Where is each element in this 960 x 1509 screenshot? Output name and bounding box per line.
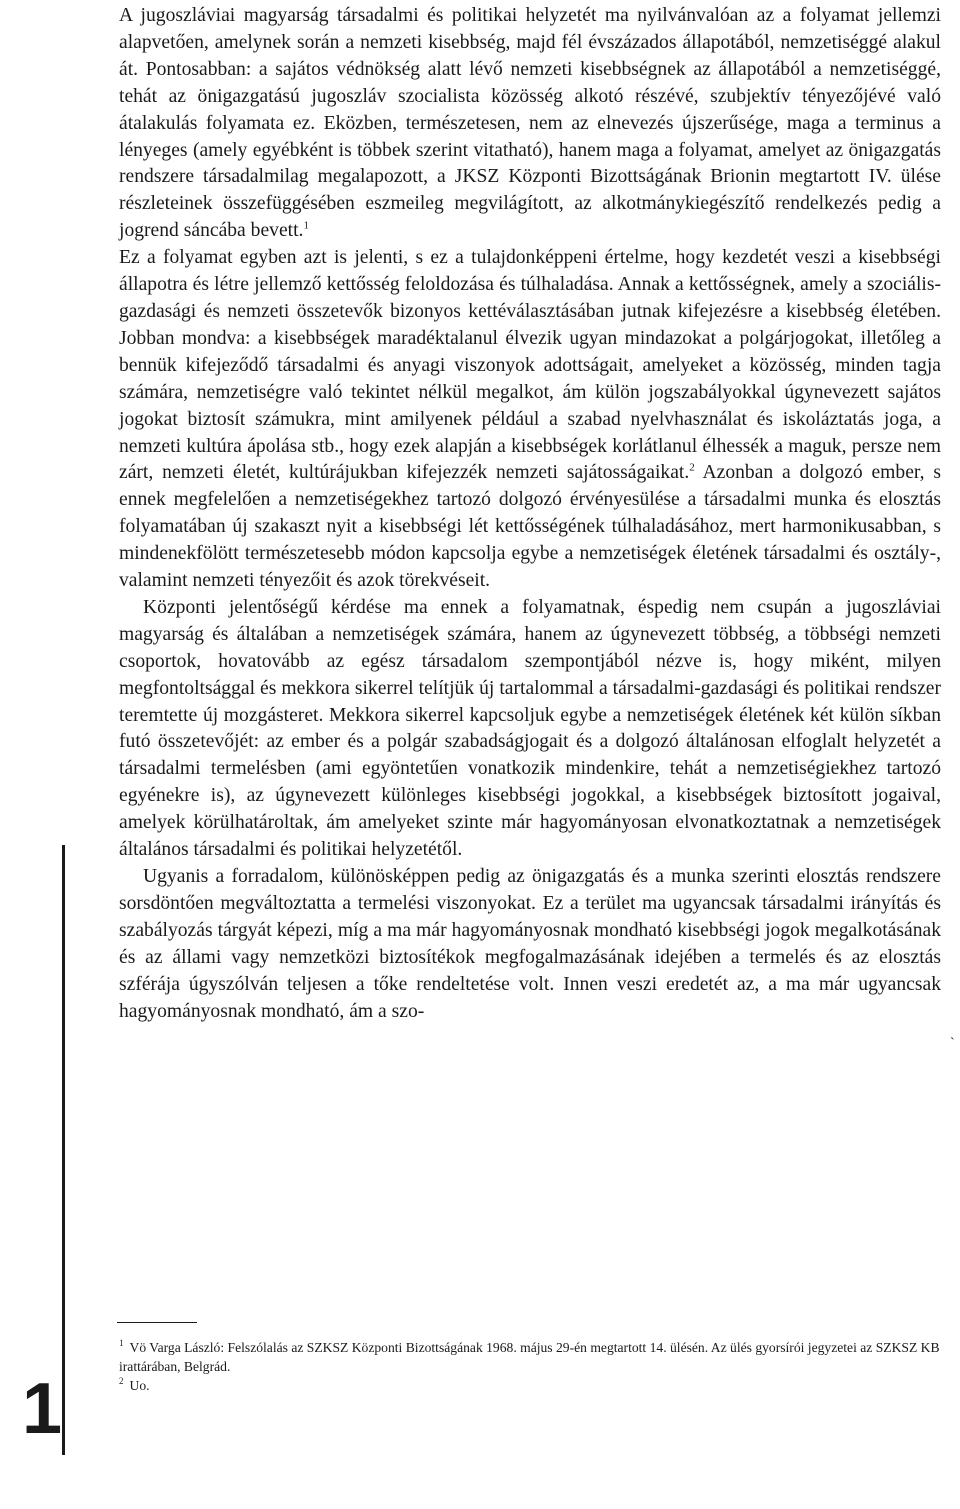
margin-bar [62, 845, 65, 1455]
footnote-2: $^2$ Uo. [119, 1376, 150, 1393]
paragraph-4: Ugyanis a forradalom, különösképpen pedig az önigazgatás és a munka szerinti elosztás rendszere sorsdöntően megváltoztatta a termelési viszonyokat. Ez a terület ma ugyancsak társadalmi irányítás és szabályozás tárgyát képezi, míg a ma már hagyományosnak mondható kisebbségi jogok megalkotásának és az állami vagy nemzetközi biztosítékok megfogalmazásának idejében a termelés és az elosztás szférája úgyszólván teljesen a tőke rendeltetése volt. Innen veszi eredetét az, a ma már ugyancsak hagyományosnak mondható, ám a szo- [119, 866, 941, 1022]
paragraph-3: Központi jelentőségű kérdése ma ennek a folyamatnak, éspedig nem csupán a jugoszláviai magyarság és általában a nemzetiségek számára, hanem az úgynevezett többség, a többségi nemzeti csoportok, hovatovább az egész társadalom szempontjából nézve is, hogy miként, milyen megfontoltsággal és mekkora sikerrel telítjük új tartalommal a társadalmi-gazdasági és politikai rendszer teremtette új mozgásteret. Mekkora sikerrel kapcsoljuk egybe a nemzetiségek életének két külön síkban futó összetevőjét: az ember és a polgár szabadságjogait és a dolgozó általánosan elfoglalt helyzetét a társadalmi termelésben (ami egyöntetűen vonatkozik mindenkire, tehát a nemzetiségiekhez tartozó egyénekre is), az úgynevezett különleges kisebbségi jogokkal, a kisebbségek biztosított jogaival, amelyek körülhatároltak, ám amelyeket szinte már hagyományosan elvonatkoztatnak a nemzetiségek általános társadalmi és politikai helyzetétől. [119, 596, 941, 861]
paragraph-2-continued: Azonban a dolgozó ember, s ennek megfelelően a nemzetiségekhez tartozó dolgozó érvényesülése a társadalmi munka és elosztás folyamatában új szakaszt nyit a kisebbségi lét kettősségének túlhaladásához, mert harmonikusabban, s mindenekfölött természetesebb módon kapcsolja egybe a nemzetiségek életének társadalmi és osztály-, valamint nemzeti tényezőit és azok törekvéseit. [119, 462, 941, 592]
footnote-separator [117, 1322, 197, 1323]
footnotes [119, 1338, 941, 1395]
footnote-ref-1: 1 [303, 219, 309, 232]
body-text [119, 3, 941, 1025]
paragraph-1: A jugoszláviai magyarság társadalmi és politikai helyzetét ma nyilvánvalóan az a folyamat jellemzi alapvetően, amelynek során a nemzeti kisebbség, majd fél évszázados állapotából, nemzetiséggé alakul át. Pontosabban: a sajátos védnökség alatt lévő nemzeti kisebbségnek az állapotából a nemzetiséggé, tehát az önigazgatású jugoszláv szocialista közösség alkotó részévé, szubjektív tényezőjévé való átalakulás folyamata ez. Eközben, természetesen, nem az elnevezés újszerűsége, maga a terminus a lényeges (amely egyébként is többek szerint vitatható), hanem maga a folyamat, amelyet az önigazgatás rendszere társadalmilag megalapozott, a JKSZ Központi Bizottságának Brionin megtartott IV. ülése részleteinek összefüggésében eszmeileg megvilágított, az alkotmánykiegészítő rendelkezés pedig a jogrend sáncába bevett.$^1$ [119, 5, 941, 242]
page-number: 1 [22, 1369, 63, 1449]
paragraph-2: Ez a folyamat egyben azt is jelenti, s ez a tulajdonképpeni értelme, hogy kezdetét veszi a kisebbségi állapotra és létre jellemző kettősség feloldozása és túlhaladása. Annak a kettősségnek, amely a szociális-gazdasági és nemzeti összetevők bizonyos kettéválasztásában jutnak kifejezésre a kisebbség életében. Jobban mondva: a kisebbségek maradéktalanul élvezik ugyan mindazokat a polgárjogokat, illetőleg a bennük kifejeződő társadalmi és anyagi viszonyok adottságait, amelyeket a közösség, minden tagja számára, nemzetiségre való tekintet nélkül megalkot, ám külön jogszabályokkal úgynevezett sajátos jogokat biztosít számukra, mint amilyenek például a szabad nyelvhasználat és iskoláztatás joga, a nemzeti kultúra ápolása stb., hogy ezek alapján a kisebbségek korlátlanul élhessék a maguk, persze nem zárt, nemzeti életét, kultúrájukban kifejezzék nemzeti sajátosságaikat.$^2$ Azonban a dolgozó ember, s ennek megfelelően a nemzetiségekhez tartozó dolgozó érvényesülése a társadalmi munka és elosztás folyamatában új szakaszt nyit a kisebbségi lét kettősségének túlhaladásához, mert harmonikusabban, s mindenekfölött természetesebb módon kapcsolja egybe a nemzetiségek életének társadalmi és osztály-, valamint nemzeti tényezőit és azok törekvéseit. [119, 247, 941, 592]
footnote-1: $^1$ Vö Varga László: Felszólalás az SZKSZ Központi Bizottságának 1968. május 29-én megtartott 14. ülésén. Az ülés gyorsírói jegyzetei az SZKSZ KB irattárában, Belgrád. [119, 1338, 940, 1374]
stray-mark: ` [950, 1036, 955, 1051]
footnote-ref-2: 2 [689, 461, 695, 474]
